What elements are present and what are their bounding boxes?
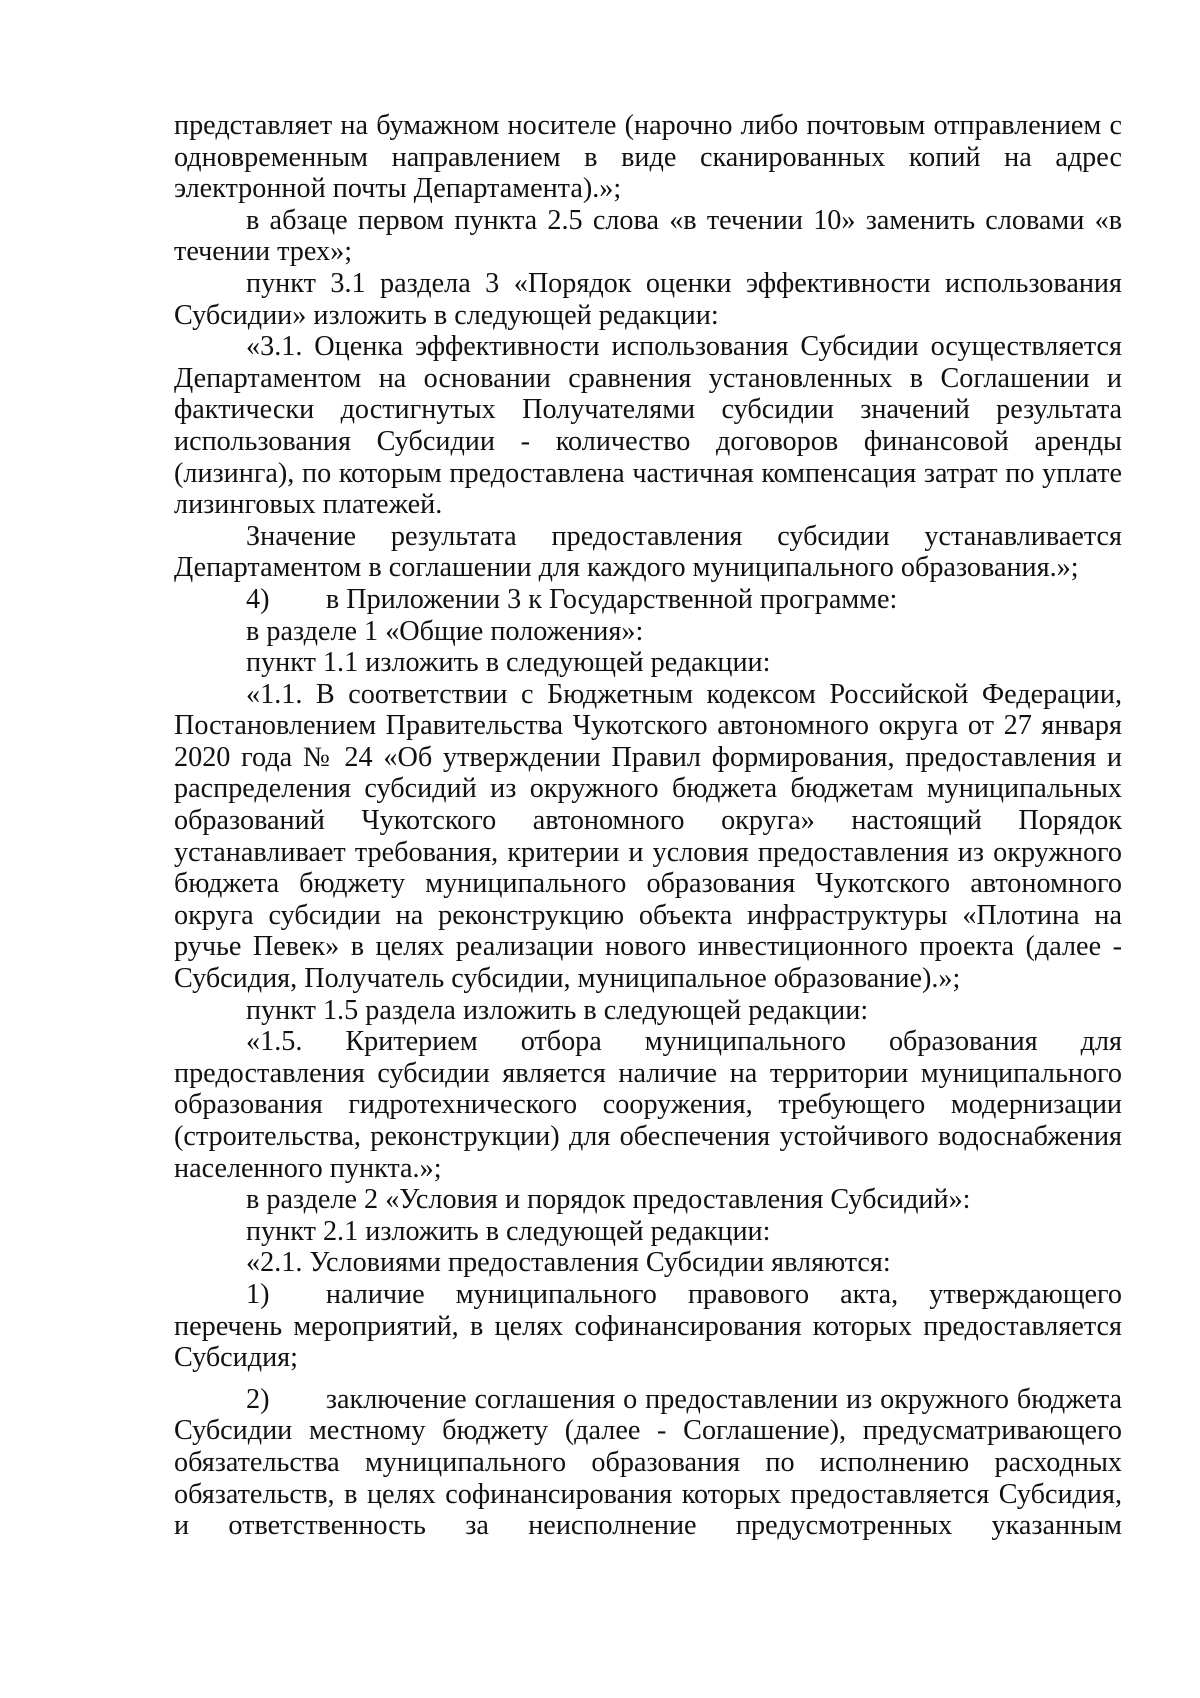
paragraph-6: 4) в Приложении 3 к Государственной программе:: [246, 583, 898, 615]
document-page: [174, 110, 1122, 1542]
paragraph-15: 1) наличие муниципального правового акта, утверждающего перечень мероприятий, в целях софинансирования которых предоставляется Субсидия;: [174, 1278, 1122, 1374]
paragraph-7: в разделе 1 «Общие положения»:: [246, 615, 644, 647]
paragraph-5: Значение результата предоставления субсидии устанавливается Департаментом в соглашении для каждого муниципального образования.»;: [174, 520, 1122, 584]
paragraph-8: пункт 1.1 изложить в следующей редакции:: [246, 647, 771, 679]
paragraph-2: в абзаце первом пункта 2.5 слова «в течении 10» заменить словами «в течении трех»;: [174, 204, 1122, 268]
paragraph-1: представляет на бумажном носителе (нарочно либо почтовым отправлением с одновременным направлением в виде сканированных копий на адрес электронной почты Департамента).»;: [174, 110, 1122, 205]
paragraph-13: пункт 2.1 изложить в следующей редакции:: [246, 1215, 771, 1247]
paragraph-4: «3.1. Оценка эффективности использования Субсидии осуществляется Департаментом на основании сравнения установленных в Соглашении и фактически достигнутых Получателями субсидии значений результата использования Субсидии - количество договоров финансовой аренды (лизинга), по которым предоставлена частичная компенсация затрат по уплате лизинговых платежей.: [174, 331, 1122, 521]
paragraph-9: «1.1. В соответствии с Бюджетным кодексом Российской Федерации, Постановлением Правительства Чукотского автономного округа от 27 января 2020 года № 24 «Об утверждении Правил формирования, предоставления и распределения субсидий из окружного бюджета бюджетам муниципальных образований Чукотского автономного округа» настоящий Порядок устанавливает требования, критерии и условия предоставления из окружного бюджета бюджету муниципального образования Чукотского автономного округа субсидии на реконструкцию объекта инфраструктуры «Плотина на ручье Певек» в целях реализации нового инвестиционного проекта (далее - Субсидия, Получатель субсидии, муниципальное образование).»;: [174, 678, 1122, 995]
paragraph-10: пункт 1.5 раздела изложить в следующей редакции:: [246, 994, 869, 1026]
paragraph-3: пункт 3.1 раздела 3 «Порядок оценки эффективности использования Субсидии» изложить в следующей редакции:: [174, 267, 1122, 331]
paragraph-11: «1.5. Критерием отбора муниципального образования для предоставления субсидии является наличие на территории муниципального образования гидротехнического сооружения, требующего модернизации (строительства, реконструкции) для обеспечения устойчивого водоснабжения населенного пункта.»;: [174, 1026, 1122, 1184]
paragraph-12: в разделе 2 «Условия и порядок предоставления Субсидий»:: [246, 1184, 971, 1216]
paragraph-16: 2) заключение соглашения о предоставлении из окружного бюджета Субсидии местному бюджету (далее - Соглашение), предусматривающего обязательства муниципального образования по исполнению расходных обязательств, в целях софинансирования которых предоставляется Субсидия, и ответственность за неисполнение предусмотренных указанным: [174, 1383, 1122, 1542]
paragraph-14: «2.1. Условиями предоставления Субсидии являются:: [246, 1247, 891, 1279]
